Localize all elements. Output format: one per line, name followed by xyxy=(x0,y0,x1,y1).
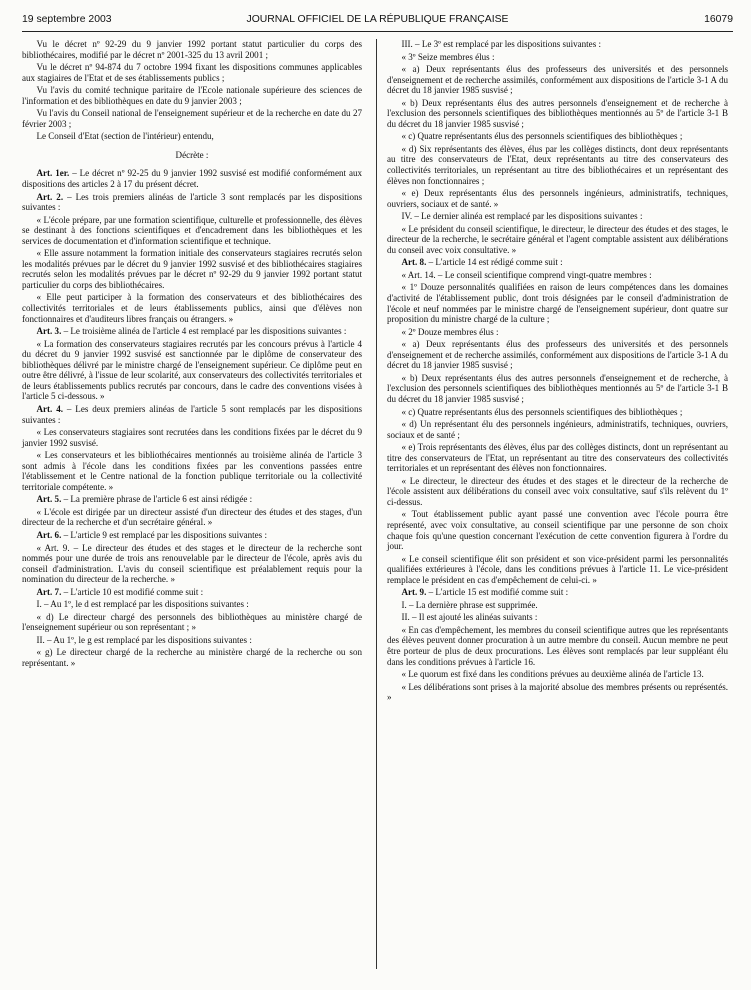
article-paragraph xyxy=(22,404,362,425)
paragraph: I. – Au 1º, le d est remplacé par les dispositions suivantes : xyxy=(36,599,249,610)
paragraph: « b) Deux représentants élus des autres personnels d'enseignement et de recherche à l'exclusion des personnels scientifiques des bibliothèques mentionnés au 5º de l'article 3-1 B du décret du 18 janvier 1985 susvisé ; xyxy=(387,97,728,129)
paragraph: I. – La dernière phrase est supprimée. xyxy=(401,599,538,610)
header-date: 19 septembre 2003 xyxy=(22,14,112,25)
paragraph: « e) Trois représentants des élèves, élus par des collèges distincts, dont un représentant au titre des conservateurs de l'Etat, un représentant au titre des conservateurs des collectivités territoriales et un représentant des élèves non fonctionnaires. xyxy=(387,442,728,474)
paragraph: « d) Le directeur chargé des personnels des bibliothèques au ministère chargé de l'enseignement supérieur ou son représentant ; » xyxy=(22,611,362,633)
paragraph: II. – Au 1º, le g est remplacé par les dispositions suivantes : xyxy=(36,634,252,645)
paragraph: Vu le décret nº 92-29 du 9 janvier 1992 portant statut particulier du corps des bibliothécaires, modifié par le décret nº 2001-325 du 13 avril 2001 ; xyxy=(22,39,362,60)
article-label: Art. 5. xyxy=(36,494,62,505)
article-label: Art. 4. xyxy=(36,403,63,414)
paragraph: « 1º Douze personnalités qualifiées en raison de leurs compétences dans les domaines d'activité de l'établissement public, dont trois désignées par le conseil d'administration de l'école et neuf nommées par le ministre chargé de l'enseignement supérieur, dont quatre sur proposition du ministre chargé de la culture ; xyxy=(387,282,728,325)
paragraph: « Les délibérations sont prises à la majorité absolue des membres présents ou représentés. » xyxy=(387,681,728,703)
header-rule xyxy=(22,31,733,32)
paragraph: Vu l'avis du comité technique paritaire de l'Ecole nationale supérieure des sciences de l'information et des bibliothèques en date du 9 janvier 2003 ; xyxy=(22,85,362,106)
paragraph: « d) Six représentants des élèves, élus par les collèges distincts, dont deux représentants au titre des conservateurs de l'Etat, deux représentants au titre des conservateurs des collectivités territoriales, un représentant au titre des bibliothécaires et un représentant des élèves non fonctionnaires ; xyxy=(387,143,728,186)
paragraph: « a) Deux représentants élus des professeurs des universités et des personnels d'enseignement et de recherche assimilés, conformément aux dispositions de l'article 3-1 A du décret du 18 janvier 1985 susvisé ; xyxy=(387,339,728,371)
paragraph: « Elle peut participer à la formation des conservateurs et des bibliothécaires des collectivités territoriales et de leurs établissements publics, ainsi que d'élèves non fonctionnaires et d'auditeurs libres français ou étrangers. » xyxy=(22,292,362,324)
paragraph: « 2º Douze membres élus : xyxy=(401,326,499,337)
paragraph: « Tout établissement public ayant passé une convention avec l'école pourra être représenté, avec voix consultative, au conseil scientifique par une personne de son choix chaque fois qu'une question concernant l'exécution de cette convention figurera à l'ordre du jour. xyxy=(387,509,728,552)
paragraph: Vu le décret nº 94-874 du 7 octobre 1994 fixant les dispositions communes applicables aux stagiaires de l'Etat et de ses établissements publics ; xyxy=(22,62,362,83)
article-paragraph xyxy=(22,587,362,598)
article-paragraph xyxy=(22,530,362,541)
article-text: – Le troisième alinéa de l'article 4 est remplacé par les dispositions suivantes : xyxy=(63,326,347,337)
paragraph: « Art. 14. – Le conseil scientifique comprend vingt-quatre membres : xyxy=(401,269,652,280)
paragraph: « Les conservateurs et les bibliothécaires mentionnés au troisième alinéa de l'article 3 sont admis à l'école dans les conditions fixées par les conventions passées entre l'établissement et le Centre national de la fonction publique territoriale ou la collectivité territoriale compétente. » xyxy=(22,450,362,492)
article-paragraph xyxy=(387,587,728,598)
article-text: – L'article 9 est remplacé par les dispositions suivantes : xyxy=(63,529,267,540)
article-label: Art. 7. xyxy=(36,586,62,597)
left-column xyxy=(22,39,362,671)
paragraph: « La formation des conservateurs stagiaires recrutés par les concours prévus à l'article 4 du décret du 9 janvier 1992 susvisé est sanctionnée par le diplôme de conservateur des bibliothèques délivré par le ministre chargé de l'enseignement supérieur. Ce diplôme peut en outre être délivré, à l'issue de leur scolarité, aux conservateurs des collectivités territoriales et de leurs établissements publics recrutés par concours, dans le cadre des conventions visées à l'article 5 ci-dessous. » xyxy=(22,338,362,402)
article-label: Art. 9. xyxy=(401,587,427,598)
paragraph: « Le directeur, le directeur des études et des stages et le directeur de la recherche de l'école assistent aux délibérations du conseil avec voix consultative, sauf s'ils relèvent du 1º ci-dessus. xyxy=(387,475,728,507)
column-divider xyxy=(376,39,377,969)
article-label: Art. 2. xyxy=(36,191,64,202)
paragraph: « d) Un représentant élu des personnels ingénieurs, administratifs, techniques, ouvriers, sociaux et de santé ; xyxy=(387,419,728,440)
paragraph: III. – Le 3º est remplacé par les dispositions suivantes : xyxy=(401,39,601,49)
article-paragraph xyxy=(22,192,362,213)
article-paragraph xyxy=(22,494,362,505)
article-text: – L'article 10 est modifié comme suit : xyxy=(63,586,204,597)
paragraph: « b) Deux représentants élus des autres personnels d'enseignement et de recherche, à l'exclusion des personnels scientifiques des bibliothèques mentionnés au 5º de l'article 3-1 B du décret du 18 janvier 1985 susvisé ; xyxy=(387,372,728,404)
paragraph: « Art. 9. – Le directeur des études et des stages et le directeur de la recherche sont nommés pour une durée de trois ans renouvelable par le directeur de l'école, après avis du conseil d'administration. L'avis du conseil scientifique est préalablement requis pour la nomination du directeur de la recherche. » xyxy=(22,542,362,585)
paragraph: « e) Deux représentants élus des personnels ingénieurs, administratifs, techniques, ouvriers, sociaux et de santé. » xyxy=(387,188,728,209)
paragraph: « 3º Seize membres élus : xyxy=(401,51,495,62)
paragraph: « Le quorum est fixé dans les conditions prévues au deuxième alinéa de l'article 13. xyxy=(401,669,704,680)
article-text: – Les deux premiers alinéas de l'article 5 sont remplacés par les dispositions suivantes : xyxy=(22,403,362,425)
paragraph: « c) Quatre représentants élus des personnels scientifiques des bibliothèques ; xyxy=(401,131,683,142)
paragraph: « g) Le directeur chargé de la recherche au ministère chargé de la recherche ou son représentant. » xyxy=(22,647,362,668)
paragraph: « a) Deux représentants élus des professeurs des universités et des personnels d'enseignement et de recherche assimilés, conformément aux dispositions de l'article 3-1 A du décret du 18 janvier 1985 susvisé ; xyxy=(387,64,728,96)
article-label: Art. 6. xyxy=(36,529,62,540)
paragraph: Le Conseil d'Etat (section de l'intérieur) entendu, xyxy=(36,131,214,142)
paragraph: Vu l'avis du Conseil national de l'enseignement supérieur et de la recherche en date du 27 février 2003 ; xyxy=(22,108,362,129)
paragraph: IV. – Le dernier alinéa est remplacé par les dispositions suivantes : xyxy=(401,211,643,222)
paragraph: « Le président du conseil scientifique, le directeur, le directeur des études et des stages, le directeur de la recherche, le secrétaire général et l'agent comptable assistent aux délibérations du conseil avec voix consultative. » xyxy=(387,223,728,255)
article-label: Art. 3. xyxy=(36,326,62,337)
page-number: 16079 xyxy=(704,14,733,25)
article-paragraph xyxy=(22,326,362,337)
article-text: – La première phrase de l'article 6 est ainsi rédigée : xyxy=(63,494,253,505)
article-text: – Les trois premiers alinéas de l'article 3 sont remplacés par les dispositions suivantes : xyxy=(22,191,363,213)
paragraph: « Les conservateurs stagiaires sont recrutées dans les conditions fixées par le décret du 9 janvier 1992 susvisé. xyxy=(22,427,362,448)
paragraph: « L'école est dirigée par un directeur assisté d'un directeur des études et des stages, d'un directeur de la recherche et d'un secrétaire général. » xyxy=(22,506,362,528)
article-text: – L'article 15 est modifié comme suit : xyxy=(428,587,569,598)
article-text: – Le décret nº 92-25 du 9 janvier 1992 susvisé est modifié conformément aux dispositions des articles 2 à 17 du présent décret. xyxy=(22,168,363,190)
decree-heading: Décrète : xyxy=(175,149,209,160)
article-text: – L'article 14 est rédigé comme suit : xyxy=(428,257,563,268)
paragraph: « c) Quatre représentants élus des personnels scientifiques des bibliothèques ; xyxy=(401,406,683,417)
article-label: Art. 8. xyxy=(401,257,427,268)
article-label: Art. 1er. xyxy=(36,168,70,179)
right-column xyxy=(387,39,728,705)
paragraph: « L'école prépare, par une formation scientifique, culturelle et professionnelle, des élèves se destinant à des fonctions scientifiques et d'encadrement dans les bibliothèques et les services de documentation et d'information scientifique et technique. xyxy=(22,214,362,246)
paragraph: II. – Il est ajouté les alinéas suivants : xyxy=(401,612,538,623)
article-paragraph xyxy=(387,257,728,268)
journal-title: JOURNAL OFFICIEL DE LA RÉPUBLIQUE FRANÇAISE xyxy=(246,14,509,25)
paragraph: « En cas d'empêchement, les membres du conseil scientifique autres que les représentants des élèves peuvent donner procuration à un autre membre du conseil. Aucun membre ne peut être porteur de plus de deux procurations. Les élèves sont remplacés par leur suppléant élu dans les conditions prévues à l'article 16. xyxy=(387,624,728,667)
paragraph: « Le conseil scientifique élit son président et son vice-président parmi les personnalités qualifiées extérieures à l'école, dans les conditions prévues à l'article 11. Le vice-président remplace le président en cas d'empêchement de celui-ci. » xyxy=(387,553,728,585)
paragraph: « Elle assure notamment la formation initiale des conservateurs stagiaires recrutés selon les modalités prévues par le décret du 9 janvier 1992 susvisé et des bibliothécaires stagiaires recrutés selon les modalités prévues par le décret nº 92-29 du 9 janvier 1992 portant statut particulier du corps des bibliothécaires. xyxy=(22,248,362,290)
article-paragraph xyxy=(22,168,362,189)
page-header xyxy=(22,14,733,30)
